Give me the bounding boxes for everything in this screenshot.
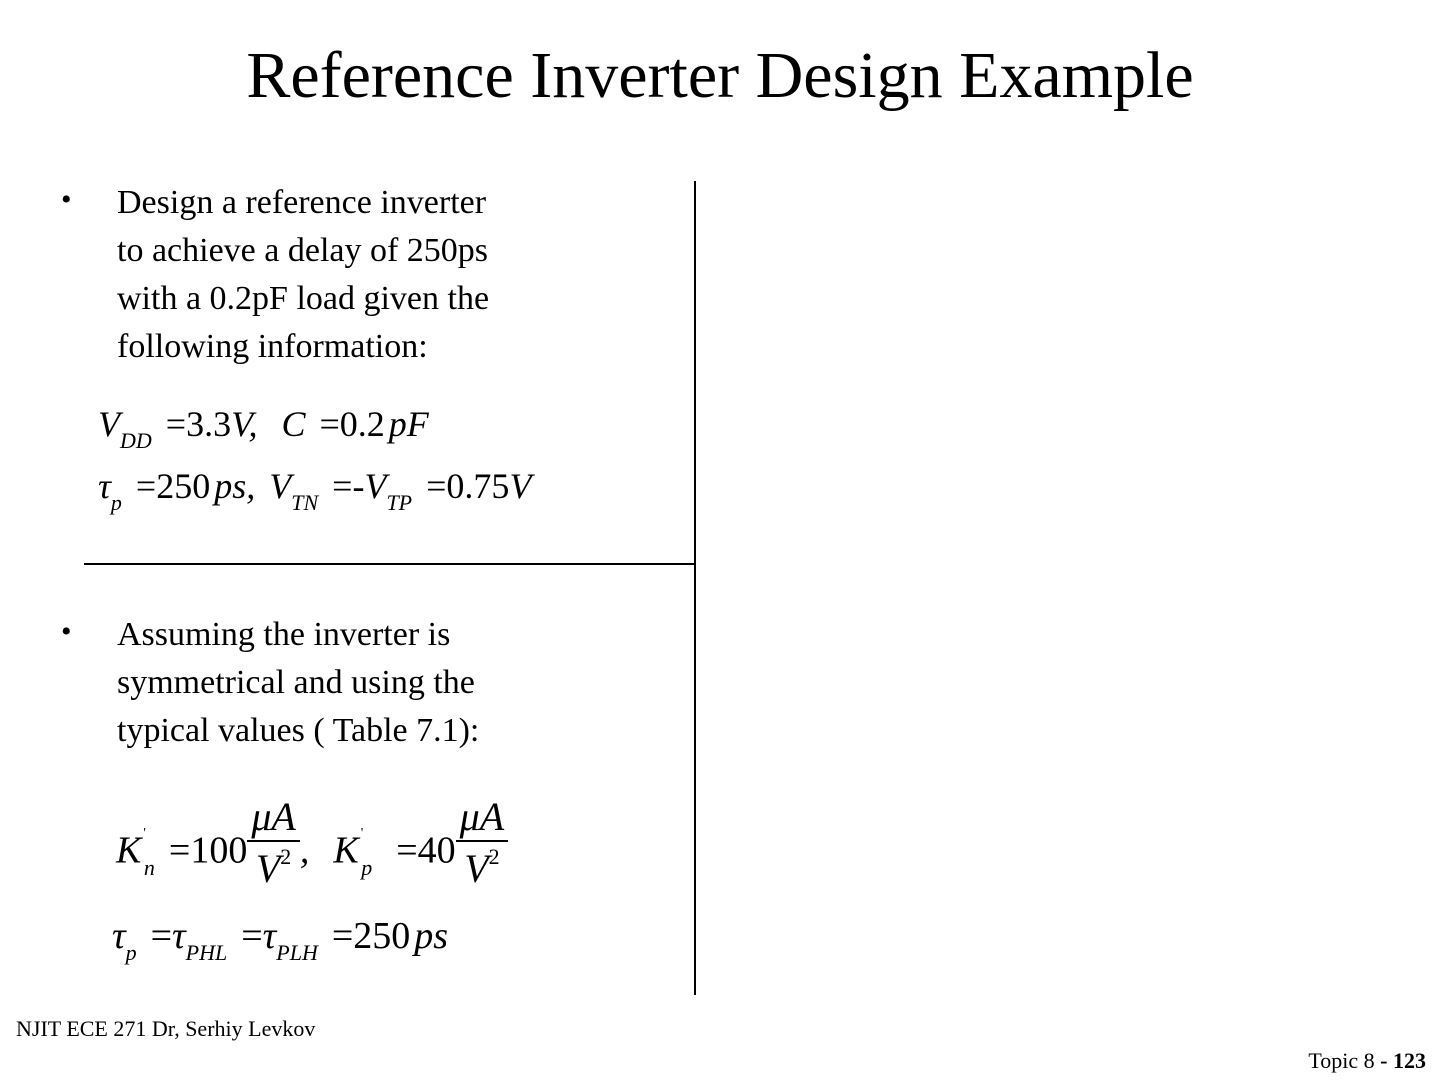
bullet1-line-2: to achieve a delay of 250ps bbox=[117, 232, 489, 269]
equation-tau-vt: $\tau_p =250$ ps, $V_{TN} =-V_{TP} =0.75V$ bbox=[98, 466, 532, 515]
bullet-design-task bbox=[61, 179, 587, 371]
slide-title: Reference Inverter Design Example bbox=[246, 39, 1194, 112]
fraction-ua-v2: $\frac{\mu A}{V^2}$ bbox=[456, 794, 509, 902]
bullet2-line-3: typical values ( Table 7.1): bbox=[117, 712, 480, 749]
bullet1-line-3: with a 0.2pF load given the bbox=[117, 280, 490, 317]
footer-page-number: Topic 8 - 123 bbox=[1308, 1048, 1426, 1073]
bullet1-line-1: Design a reference inverter bbox=[117, 184, 487, 221]
bullet-dot-icon: • bbox=[61, 183, 72, 216]
horizontal-divider bbox=[84, 563, 695, 565]
bullet1-line-4: following information: bbox=[117, 328, 428, 365]
fraction-ua-v2: $\frac{\mu A}{V^2}$ bbox=[247, 794, 300, 902]
equation-tau-phl-plh: $\tau_p =\tau_{PHL} =\tau_{PLH} =250$ ps bbox=[112, 915, 449, 965]
vertical-divider bbox=[694, 181, 696, 995]
bullet-dot-icon: • bbox=[61, 615, 72, 648]
equation-kn-kp: K '$_n$ =100 $\frac{\mu A}{V^2}$ , K '$_p$ =40 $\frac{\mu A}{V^2}$ bbox=[116, 800, 508, 908]
equation-vdd-c: $V_{DD} =3.3V$, C =0.2 pF bbox=[98, 404, 429, 453]
bullet2-line-1: Assuming the inverter is bbox=[117, 616, 451, 653]
bullet2-line-2: symmetrical and using the bbox=[117, 664, 475, 701]
bullet-assumptions bbox=[61, 611, 587, 755]
footer-author: NJIT ECE 271 Dr, Serhiy Levkov bbox=[16, 1016, 316, 1041]
